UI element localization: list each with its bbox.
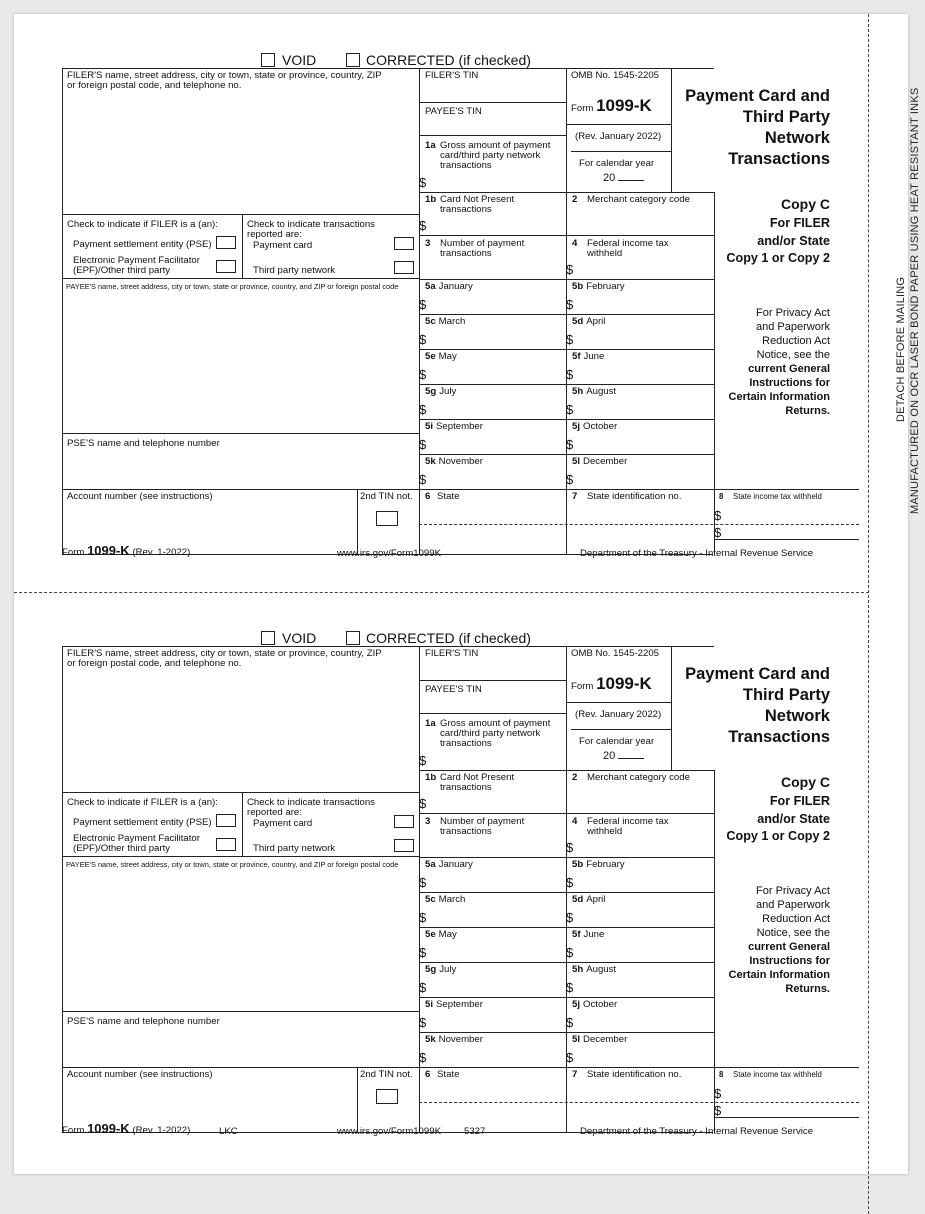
box-6-label: 6 (425, 1069, 431, 1080)
box-3-bottom (419, 279, 714, 280)
month-box-label: February (586, 859, 625, 870)
privacy-notice-plain: For Privacy Act and Paperwork Reduction Act Notice, see the (756, 885, 830, 939)
second-tin-checkbox[interactable] (376, 1089, 398, 1104)
month-box-dollar: $ (566, 472, 574, 487)
box-4-dollar: $ (566, 262, 574, 277)
box-2-label: 2 (572, 772, 578, 783)
month-box-dollar: $ (419, 402, 427, 417)
box-4-label: 4 (572, 238, 578, 249)
side-note (894, 88, 922, 514)
privacy-notice-plain: For Privacy Act and Paperwork Reduction Act Notice, see the (756, 307, 830, 361)
month-box-number: 5a (425, 859, 436, 870)
state-dashed-line (419, 1102, 859, 1103)
payment-card-label: Payment card (253, 818, 313, 829)
month-box-label: September (436, 999, 483, 1010)
account-number-label: Account number (see instructions) (67, 1069, 213, 1080)
footer-url: www.irs.gov/Form1099K (337, 548, 441, 559)
month-row-divider (566, 314, 714, 315)
check-divider (242, 214, 243, 278)
month-box-january (425, 860, 473, 870)
month-box-dollar: $ (566, 980, 574, 995)
pse-checkbox[interactable] (216, 814, 236, 827)
frame-top (62, 68, 714, 69)
privacy-notice (729, 870, 830, 996)
month-box-label: April (586, 316, 606, 327)
month-box-july (425, 387, 456, 397)
payee-tin-label: PAYEE'S TIN (425, 106, 482, 117)
box-1a-dollar: $ (419, 175, 427, 190)
second-tin-checkbox[interactable] (376, 511, 398, 526)
form-prefix: Form (571, 681, 594, 692)
month-box-june (572, 352, 604, 362)
box-1a-bottom (419, 770, 714, 771)
month-row-divider (566, 927, 714, 928)
box-8-dollar-1: $ (714, 1086, 722, 1101)
box-1a-label: 1a (425, 140, 436, 151)
month-box-dollar: $ (566, 910, 574, 925)
month-box-dollar: $ (419, 332, 427, 347)
box-8-bottom (714, 539, 859, 540)
form-number: 1099-K (596, 96, 652, 115)
box-8-dollar-1: $ (714, 508, 722, 523)
payment-card-checkbox[interactable] (394, 815, 414, 828)
footer-form-number: 1099-K (87, 1121, 130, 1136)
month-box-label: November (438, 456, 483, 467)
box-1a-dollar: $ (419, 753, 427, 768)
privacy-notice-bold: current General Instructions for Certain Information Returns. (728, 363, 830, 417)
epf-checkbox[interactable] (216, 260, 236, 273)
corrected-label: CORRECTED (if checked) (366, 630, 531, 646)
month-box-label: December (583, 1034, 628, 1045)
filer-name-label: FILER'S name, street address, city or town, state or province, country, ZIP or foreign postal code, and telephone no. (67, 70, 382, 91)
rev-bottom (571, 729, 671, 730)
month-box-label: March (438, 894, 466, 905)
col-divider-3 (671, 646, 672, 770)
month-box-april (572, 317, 605, 327)
box-1b-label: 1b (425, 194, 437, 205)
month-box-december (572, 457, 627, 467)
omb-bottom (566, 124, 671, 125)
box-4-label: 4 (572, 816, 578, 827)
box-1b-dollar: $ (419, 796, 427, 811)
month-box-august (572, 965, 616, 975)
form-title: Payment Card and Third Party Network Transactions (685, 665, 830, 746)
month-box-june (572, 930, 604, 940)
filer-tin-bottom (419, 102, 566, 103)
box-1a-label: 1a (425, 718, 436, 729)
epf-label: Electronic Payment Facilitator (EPF)/Other third party (73, 833, 200, 854)
month-box-label: June (583, 929, 605, 940)
month-box-october (572, 422, 617, 432)
frame-left (62, 646, 63, 1132)
month-box-dollar: $ (566, 402, 574, 417)
month-row-divider (419, 997, 566, 998)
month-box-february (572, 282, 625, 292)
box-1b-text: Card Not Present transactions (440, 772, 515, 793)
month-box-dollar: $ (566, 1015, 574, 1030)
void-label: VOID (282, 52, 317, 68)
footer-department: Department of the Treasury - Internal Revenue Service (580, 1126, 814, 1137)
corrected-checkbox[interactable] (346, 631, 360, 645)
box-2-text: Merchant category code (587, 194, 690, 205)
month-row-divider (419, 314, 566, 315)
footer-url: www.irs.gov/Form1099K (337, 1126, 441, 1137)
month-box-dollar: $ (566, 367, 574, 382)
box-4-dollar: $ (566, 840, 574, 855)
month-box-number: 5f (572, 351, 581, 362)
check-section-bottom (62, 278, 419, 279)
box-3-text: Number of payment transactions (440, 816, 525, 837)
month-box-dollar: $ (419, 472, 427, 487)
box-6-text: State (437, 491, 460, 502)
side-note-manufactured: MANUFACTURED ON OCR LASER BOND PAPER USING HEAT RESISTANT INKS (909, 87, 921, 514)
month-box-february (572, 860, 625, 870)
filer-section-bottom (62, 214, 419, 215)
month-box-number: 5k (425, 456, 436, 467)
box-8-label: 8 (719, 492, 724, 501)
pse-checkbox[interactable] (216, 236, 236, 249)
state-dashed-line (419, 524, 859, 525)
month-box-number: 5l (572, 1034, 581, 1045)
filer-tin-label: FILER'S TIN (425, 648, 479, 659)
month-box-label: February (586, 281, 625, 292)
month-box-march (425, 317, 465, 327)
void-checkbox[interactable] (261, 53, 275, 67)
copy-c-title: Copy C (781, 196, 830, 212)
month-box-number: 5l (572, 456, 581, 467)
month-box-number: 5g (425, 386, 437, 397)
box-1a-bottom (419, 192, 714, 193)
box-3-text: Number of payment transactions (440, 238, 525, 259)
month-box-dollar: $ (566, 332, 574, 347)
box-1b-bottom (419, 235, 714, 236)
omb-bottom (566, 702, 671, 703)
box-8-text: State income tax withheld (733, 1070, 822, 1079)
corrected-checkbox[interactable] (346, 53, 360, 67)
month-box-march (425, 895, 465, 905)
footer-rev: (Rev. 1-2022) (132, 1125, 191, 1136)
box-8-text: State income tax withheld (733, 492, 822, 501)
copy-c-subtitle: For FILER and/or State Copy 1 or Copy 2 (726, 216, 830, 265)
month-row-divider (419, 1032, 566, 1033)
copy-c-title: Copy C (781, 774, 830, 790)
box-3-label: 3 (425, 238, 431, 249)
check-divider (242, 792, 243, 856)
footer-department: Department of the Treasury - Internal Revenue Service (580, 548, 814, 559)
month-box-number: 5d (572, 316, 584, 327)
pse-name-label: PSE'S name and telephone number (67, 1016, 220, 1027)
month-row-divider (419, 349, 566, 350)
check-section-bottom (62, 856, 419, 857)
month-box-dollar: $ (419, 437, 427, 452)
month-box-number: 5j (572, 999, 581, 1010)
form-number: 1099-K (596, 674, 652, 693)
box-1a-text: Gross amount of payment card/third party network transactions (440, 140, 551, 171)
month-box-dollar: $ (419, 980, 427, 995)
col-divider-4 (714, 192, 715, 554)
month-row-divider (566, 384, 714, 385)
month-box-label: June (583, 351, 605, 362)
pse-name-label: PSE'S name and telephone number (67, 438, 220, 449)
month-box-dollar: $ (566, 297, 574, 312)
box-8-bottom (714, 1117, 859, 1118)
omb-number: OMB No. 1545-2205 (571, 70, 659, 81)
month-box-number: 5i (425, 999, 434, 1010)
month-row-divider (566, 454, 714, 455)
box-8-dollar-2: $ (714, 1103, 722, 1118)
month-box-september (425, 1000, 483, 1010)
second-tin-label: 2nd TIN not. (360, 1069, 413, 1080)
col-divider-3 (671, 68, 672, 192)
month-box-label: April (586, 894, 606, 905)
month-row-divider (419, 384, 566, 385)
second-tin-label: 2nd TIN not. (360, 491, 413, 502)
month-row-divider (419, 454, 566, 455)
month-row-divider (419, 892, 566, 893)
payee-tin-label: PAYEE'S TIN (425, 684, 482, 695)
rev-date: (Rev. January 2022) (575, 131, 662, 142)
calendar-year-label: For calendar year (579, 158, 655, 169)
month-box-label: May (438, 351, 457, 362)
omb-number: OMB No. 1545-2205 (571, 648, 659, 659)
box-1b-text: Card Not Present transactions (440, 194, 515, 215)
transactions-check-label: Check to indicate transactions reported are: (247, 219, 375, 240)
month-box-dollar: $ (566, 437, 574, 452)
epf-checkbox[interactable] (216, 838, 236, 851)
month-box-label: March (438, 316, 466, 327)
footer-code: LKC (219, 1126, 238, 1137)
month-row-divider (419, 419, 566, 420)
month-box-november (425, 457, 483, 467)
month-box-dollar: $ (419, 1015, 427, 1030)
month-box-number: 5b (572, 859, 584, 870)
calendar-year-field[interactable] (603, 750, 644, 762)
month-box-september (425, 422, 483, 432)
month-box-label: January (438, 281, 473, 292)
third-party-checkbox[interactable] (394, 261, 414, 274)
footer-form-id (62, 1121, 191, 1136)
box-1b-bottom (419, 813, 714, 814)
box-6-text: State (437, 1069, 460, 1080)
month-box-number: 5g (425, 964, 437, 975)
month-row-divider (566, 1032, 714, 1033)
rev-bottom (571, 151, 671, 152)
month-box-october (572, 1000, 617, 1010)
month-box-august (572, 387, 616, 397)
payee-section-bottom (62, 433, 419, 434)
month-box-label: September (436, 421, 483, 432)
month-box-number: 5d (572, 894, 584, 905)
void-label: VOID (282, 630, 317, 646)
void-checkbox[interactable] (261, 631, 275, 645)
box-1a-text: Gross amount of payment card/third party network transactions (440, 718, 551, 749)
third-party-label: Third party network (253, 265, 336, 276)
box-6-label: 6 (425, 491, 431, 502)
footer-rev: (Rev. 1-2022) (132, 547, 191, 558)
privacy-notice-bold: current General Instructions for Certain Information Returns. (728, 941, 830, 995)
calendar-year-field[interactable] (603, 172, 644, 184)
month-box-may (425, 930, 457, 940)
box-2-text: Merchant category code (587, 772, 690, 783)
footer-form-prefix: Form (62, 1125, 85, 1136)
calendar-year-label: For calendar year (579, 736, 655, 747)
month-box-dollar: $ (419, 945, 427, 960)
month-box-label: December (583, 456, 628, 467)
third-party-checkbox[interactable] (394, 839, 414, 852)
month-box-dollar: $ (566, 1050, 574, 1065)
month-box-december (572, 1035, 627, 1045)
payee-name-label: PAYEE'S name, street address, city or town, state or province, country, and ZIP or foreign postal code (66, 860, 399, 869)
horizontal-cut-line (14, 592, 869, 593)
month-box-label: May (438, 929, 457, 940)
month-box-number: 5j (572, 421, 581, 432)
filer-tin-bottom (419, 680, 566, 681)
box-1b-dollar: $ (419, 218, 427, 233)
month-box-label: October (583, 421, 618, 432)
form-copy-bottom (14, 592, 908, 1152)
payee-name-label: PAYEE'S name, street address, city or town, state or province, country, and ZIP or foreign postal code (66, 282, 399, 291)
tin2-divider (357, 489, 358, 554)
month-row-divider (419, 927, 566, 928)
rev-date: (Rev. January 2022) (575, 709, 662, 720)
tin2-divider (357, 1067, 358, 1132)
form-number-block (571, 674, 652, 694)
month-box-number: 5h (572, 386, 584, 397)
month-box-number: 5c (425, 894, 436, 905)
month-box-label: January (438, 859, 473, 870)
privacy-notice (729, 292, 830, 418)
form-copy-top (14, 14, 908, 574)
filer-section-bottom (62, 792, 419, 793)
month-box-january (425, 282, 473, 292)
box-7-label: 7 (572, 1069, 578, 1080)
pse-label: Payment settlement entity (PSE) (73, 239, 212, 250)
payment-card-label: Payment card (253, 240, 313, 251)
box-4-text: Federal income tax withheld (587, 238, 669, 259)
month-box-may (425, 352, 457, 362)
month-box-label: August (586, 386, 617, 397)
month-box-number: 5c (425, 316, 436, 327)
month-row-divider (566, 892, 714, 893)
corrected-label: CORRECTED (if checked) (366, 52, 531, 68)
frame-top (62, 646, 714, 647)
form-prefix: Form (571, 103, 594, 114)
footer-part-number: 5327 (464, 1126, 486, 1137)
month-row-divider (566, 349, 714, 350)
month-box-dollar: $ (566, 945, 574, 960)
vertical-perforation-line (868, 14, 869, 1214)
filer-check-label: Check to indicate if FILER is a (an): (67, 797, 218, 808)
pse-label: Payment settlement entity (PSE) (73, 817, 212, 828)
form-title: Payment Card and Third Party Network Transactions (685, 87, 830, 168)
box-8-dollar-2: $ (714, 525, 722, 540)
month-box-label: July (439, 964, 457, 975)
month-box-dollar: $ (419, 297, 427, 312)
month-box-dollar: $ (419, 1050, 427, 1065)
month-box-label: August (586, 964, 617, 975)
month-box-label: November (438, 1034, 483, 1045)
month-row-divider (419, 962, 566, 963)
footer-form-id (62, 543, 191, 558)
transactions-check-label: Check to indicate transactions reported are: (247, 797, 375, 818)
month-box-dollar: $ (566, 875, 574, 890)
box-7-text: State identification no. (587, 1069, 682, 1080)
month-box-number: 5a (425, 281, 436, 292)
account-number-label: Account number (see instructions) (67, 491, 213, 502)
month-box-number: 5h (572, 964, 584, 975)
filer-name-label: FILER'S name, street address, city or town, state or province, country, ZIP or foreign postal code, and telephone no. (67, 648, 382, 669)
month-box-number: 5k (425, 1034, 436, 1045)
month-box-dollar: $ (419, 367, 427, 382)
footer-form-prefix: Form (62, 547, 85, 558)
filer-tin-label: FILER'S TIN (425, 70, 479, 81)
month-box-dollar: $ (419, 910, 427, 925)
payment-card-checkbox[interactable] (394, 237, 414, 250)
bottom-row-top (62, 489, 859, 490)
box-7-text: State identification no. (587, 491, 682, 502)
box-8-label: 8 (719, 1070, 724, 1079)
form-number-block (571, 96, 652, 116)
form-sheet (14, 14, 921, 1174)
month-box-number: 5e (425, 929, 436, 940)
box-7-label: 7 (572, 491, 578, 502)
month-box-label: July (439, 386, 457, 397)
box-4-text: Federal income tax withheld (587, 816, 669, 837)
month-box-july (425, 965, 456, 975)
calendar-year-value: 20 (603, 750, 616, 762)
box-2-label: 2 (572, 194, 578, 205)
month-row-divider (566, 419, 714, 420)
payee-section-bottom (62, 1011, 419, 1012)
month-box-number: 5b (572, 281, 584, 292)
month-row-divider (566, 997, 714, 998)
month-box-number: 5f (572, 929, 581, 940)
frame-left (62, 68, 63, 554)
col-divider-4 (714, 770, 715, 1132)
box-3-label: 3 (425, 816, 431, 827)
payee-tin-bottom (419, 135, 566, 136)
box-3-bottom (419, 857, 714, 858)
payee-tin-bottom (419, 713, 566, 714)
month-box-number: 5e (425, 351, 436, 362)
month-box-november (425, 1035, 483, 1045)
copy-c-subtitle: For FILER and/or State Copy 1 or Copy 2 (726, 794, 830, 843)
month-row-divider (566, 962, 714, 963)
month-box-dollar: $ (419, 875, 427, 890)
calendar-year-value: 20 (603, 172, 616, 184)
filer-check-label: Check to indicate if FILER is a (an): (67, 219, 218, 230)
side-note-detach: DETACH BEFORE MAILING (895, 276, 907, 422)
month-box-number: 5i (425, 421, 434, 432)
epf-label: Electronic Payment Facilitator (EPF)/Other third party (73, 255, 200, 276)
bottom-row-top (62, 1067, 859, 1068)
box-1b-label: 1b (425, 772, 437, 783)
third-party-label: Third party network (253, 843, 336, 854)
month-box-april (572, 895, 605, 905)
month-box-label: October (583, 999, 618, 1010)
footer-form-number: 1099-K (87, 543, 130, 558)
